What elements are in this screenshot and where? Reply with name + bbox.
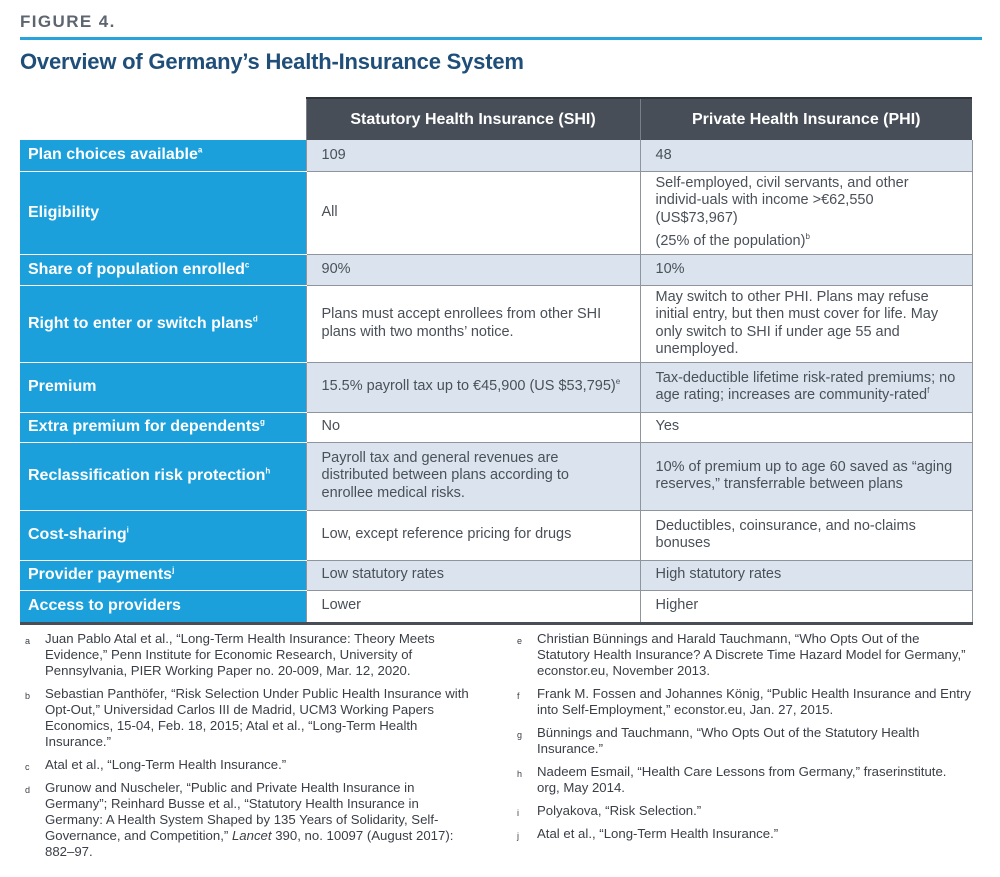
footnotes-left bbox=[25, 631, 480, 867]
row-label: Share of population enrolled$^c$ bbox=[20, 254, 306, 285]
row-label: Right to enter or switch plans$^d$ bbox=[20, 285, 306, 362]
shi-cell: Low statutory rates bbox=[306, 560, 640, 590]
row-label: Cost-sharing$^i$ bbox=[20, 510, 306, 560]
footnote-mark: d bbox=[25, 785, 31, 795]
phi-cell: Self-employed, civil servants, and other individ-uals with income >€62,550 (US$73,967) (25% of the population)$^b$ bbox=[640, 171, 972, 254]
overview-table bbox=[20, 97, 973, 625]
table-row bbox=[20, 254, 972, 285]
shi-cell: Plans must accept enrollees from other SHI plans with two months’ notice. bbox=[306, 285, 640, 362]
footnote-mark: h bbox=[517, 769, 523, 779]
footnote-text: Polyakova, “Risk Selection.” bbox=[537, 803, 702, 818]
table-row bbox=[20, 171, 972, 254]
shi-cell: Payroll tax and general revenues are distributed between plans according to enrollee medical risks. bbox=[306, 442, 640, 510]
row-label: Provider payments$^j$ bbox=[20, 560, 306, 590]
table-row bbox=[20, 590, 972, 623]
footnote-text: Juan Pablo Atal et al., “Long-Term Health Insurance: Theory Meets Evidence,” Penn Institute for Economic Research, University of Pennsylvania, PIER Working Paper no. 20-009, Mar. 12, 2020. bbox=[45, 631, 435, 678]
footnote bbox=[25, 757, 480, 773]
row-label: Eligibility bbox=[20, 171, 306, 254]
footnote-mark: i bbox=[517, 808, 519, 818]
phi-cell: Deductibles, coinsurance, and no-claims bonuses bbox=[640, 510, 972, 560]
row-label: Access to providers bbox=[20, 590, 306, 623]
footnote bbox=[25, 780, 480, 860]
figure-label: FIGURE 4. bbox=[20, 12, 116, 31]
footnote bbox=[517, 764, 972, 796]
phi-cell: Higher bbox=[640, 590, 972, 623]
table-row bbox=[20, 412, 972, 442]
phi-cell: Tax-deductible lifetime risk-rated premiums; no age rating; increases are community-rated$^f$ bbox=[640, 362, 972, 412]
footnote-text: Sebastian Panthöfer, “Risk Selection Under Public Health Insurance with Opt-Out,” Universidad Carlos III de Madrid, UCM3 Working Papers Economics, 15-04, Feb. 18, 2015; Atal et al., “Long-Term Health Insurance.” bbox=[45, 686, 469, 749]
shi-cell: 109 bbox=[306, 140, 640, 171]
figure-title: Overview of Germany’s Health-Insurance System bbox=[20, 49, 524, 74]
footnote bbox=[517, 686, 972, 718]
footnote-mark: g bbox=[517, 730, 523, 740]
phi-cell: 10% bbox=[640, 254, 972, 285]
shi-cell: 15.5% payroll tax up to €45,900 (US $53,795)$^e$ bbox=[306, 362, 640, 412]
row-label: Extra premium for dependents$^g$ bbox=[20, 412, 306, 442]
footnote-mark: c bbox=[25, 762, 30, 772]
phi-cell: High statutory rates bbox=[640, 560, 972, 590]
footnote-text: Atal et al., “Long-Term Health Insurance.” bbox=[537, 826, 779, 841]
footnote-mark: a bbox=[25, 636, 31, 646]
shi-cell: 90% bbox=[306, 254, 640, 285]
row-label: Premium bbox=[20, 362, 306, 412]
footnote bbox=[517, 725, 972, 757]
row-label: Plan choices available$^a$ bbox=[20, 140, 306, 171]
footnote-mark: e bbox=[517, 636, 523, 646]
header-shi: Statutory Health Insurance (SHI) bbox=[306, 98, 640, 140]
footnote-mark: f bbox=[517, 691, 520, 701]
table-row bbox=[20, 510, 972, 560]
footnote bbox=[517, 826, 972, 842]
footnote-mark: j bbox=[517, 831, 519, 841]
footnotes-right bbox=[517, 631, 972, 849]
footnote-text: Frank M. Fossen and Johannes König, “Public Health Insurance and Entry into Self-Employment,” econstor.eu, Jan. 27, 2015. bbox=[537, 686, 971, 717]
phi-cell: 10% of premium up to age 60 saved as “aging reserves,” transferrable between plans bbox=[640, 442, 972, 510]
footnote bbox=[25, 686, 480, 750]
table-row bbox=[20, 140, 972, 171]
table-row bbox=[20, 362, 972, 412]
footnote-text: Atal et al., “Long-Term Health Insurance.” bbox=[45, 757, 287, 772]
phi-cell: 48 bbox=[640, 140, 972, 171]
footnote bbox=[517, 631, 972, 679]
phi-cell: May switch to other PHI. Plans may refuse initial entry, but then must cover for life. May only switch to SHI if under age 55 and unemployed. bbox=[640, 285, 972, 362]
table-row bbox=[20, 442, 972, 510]
shi-cell: Lower bbox=[306, 590, 640, 623]
footnote bbox=[25, 631, 480, 679]
header-phi: Private Health Insurance (PHI) bbox=[640, 98, 972, 140]
phi-cell: Yes bbox=[640, 412, 972, 442]
shi-cell: All bbox=[306, 171, 640, 254]
footnote-text: Bünnings and Tauchmann, “Who Opts Out of the Statutory Health Insurance.” bbox=[537, 725, 920, 756]
footnote-text: Grunow and Nuscheler, “Public and Private Health Insurance in Germany”; Reinhard Busse et al., “Statutory Health Insurance in Germany: A Health System Shaped by 135 Years of Solidarity, Self-Governance, and Competition,” Lancet 390, no. 10097 (August 2017): 882–97. bbox=[45, 780, 454, 859]
header-blank bbox=[20, 98, 306, 140]
footnote bbox=[517, 803, 972, 819]
footnote-text: Christian Bünnings and Harald Tauchmann, “Who Opts Out of the Statutory Health Insurance? A Discrete Time Hazard Model for Germany,” econstor.eu, November 2013. bbox=[537, 631, 966, 678]
shi-cell: No bbox=[306, 412, 640, 442]
row-label: Reclassification risk protection$^h$ bbox=[20, 442, 306, 510]
footnote-mark: b bbox=[25, 691, 31, 701]
shi-cell: Low, except reference pricing for drugs bbox=[306, 510, 640, 560]
table-row bbox=[20, 560, 972, 590]
table-row bbox=[20, 285, 972, 362]
footnote-text: Nadeem Esmail, “Health Care Lessons from Germany,” fraserinstitute. org, May 2014. bbox=[537, 764, 947, 795]
header-rule bbox=[20, 37, 982, 40]
